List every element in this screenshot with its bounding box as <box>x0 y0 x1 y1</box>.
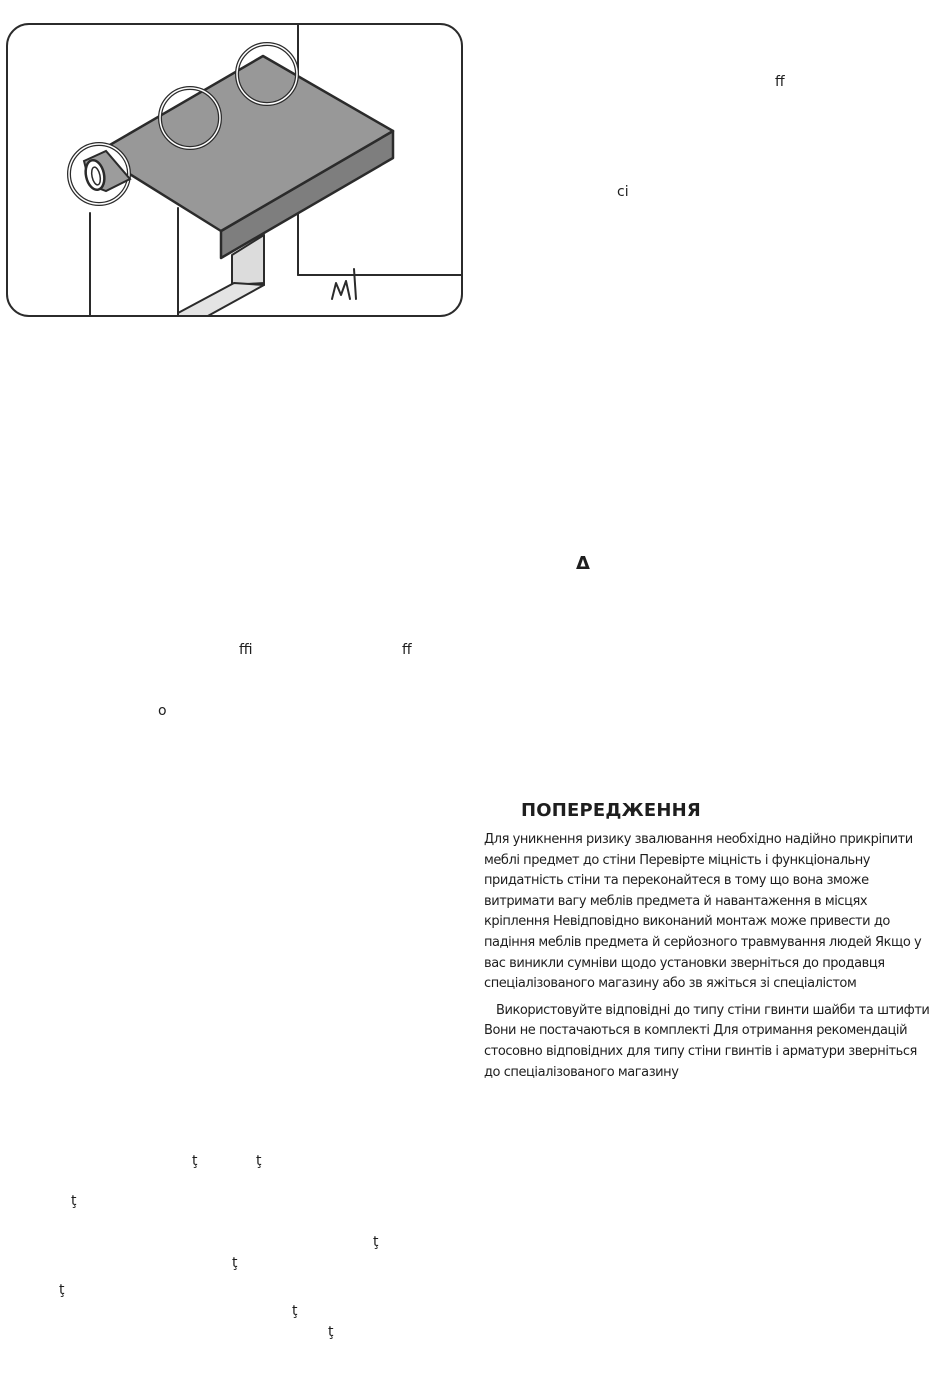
glyph-t-cedilla: ţ <box>373 1234 379 1250</box>
glyph-ci: ci <box>617 184 629 200</box>
glyph-ff: ff <box>775 74 785 90</box>
warning-body <box>484 830 936 1083</box>
glyph-ffi: ffi <box>239 642 253 658</box>
glyph-t-cedilla: ţ <box>292 1303 298 1319</box>
glyph-t-cedilla: ţ <box>232 1255 238 1271</box>
glyph-o: o <box>158 703 167 719</box>
glyph-t-cedilla: ţ <box>192 1153 198 1169</box>
warning-title: ПОПЕРЕДЖЕННЯ <box>521 800 701 821</box>
glyph-t-cedilla: ţ <box>256 1153 262 1169</box>
glyph-t-cedilla: ţ <box>328 1324 334 1340</box>
glyph-t-cedilla: ţ <box>59 1282 65 1298</box>
warning-paragraph: Для уникнення ризику звалювання необхідно надійно прикріпити меблі предмет до стіни Перевірте міцність і функціональну придатність стіни та переконайтеся в тому що вона зможе витримати вагу меблів предмета й навантаження в місцях кріплення Невідповідно виконаний монтаж може привести до падіння меблів предмета й серйозного травмування людей Якщо у вас виникли сумніви щодо установки зверніться до продавця спеціалізованого магазину або зв яжіться зі спеціалістом <box>484 832 922 992</box>
warning-symbol: Δ <box>576 553 590 574</box>
glyph-t-cedilla: ţ <box>71 1193 77 1209</box>
wall-mounted-shelf-illustration-icon <box>6 23 463 317</box>
glyph-ff: ff <box>402 642 412 658</box>
warning-paragraph: Використовуйте відповідні до типу стіни гвинти шайби та штифти Вони не постачаються в комплекті Для отримання рекомендацій стосовно відповідних для типу стіни гвинтів і арматури зверніться до спеціалізованого магазину <box>484 1002 930 1080</box>
